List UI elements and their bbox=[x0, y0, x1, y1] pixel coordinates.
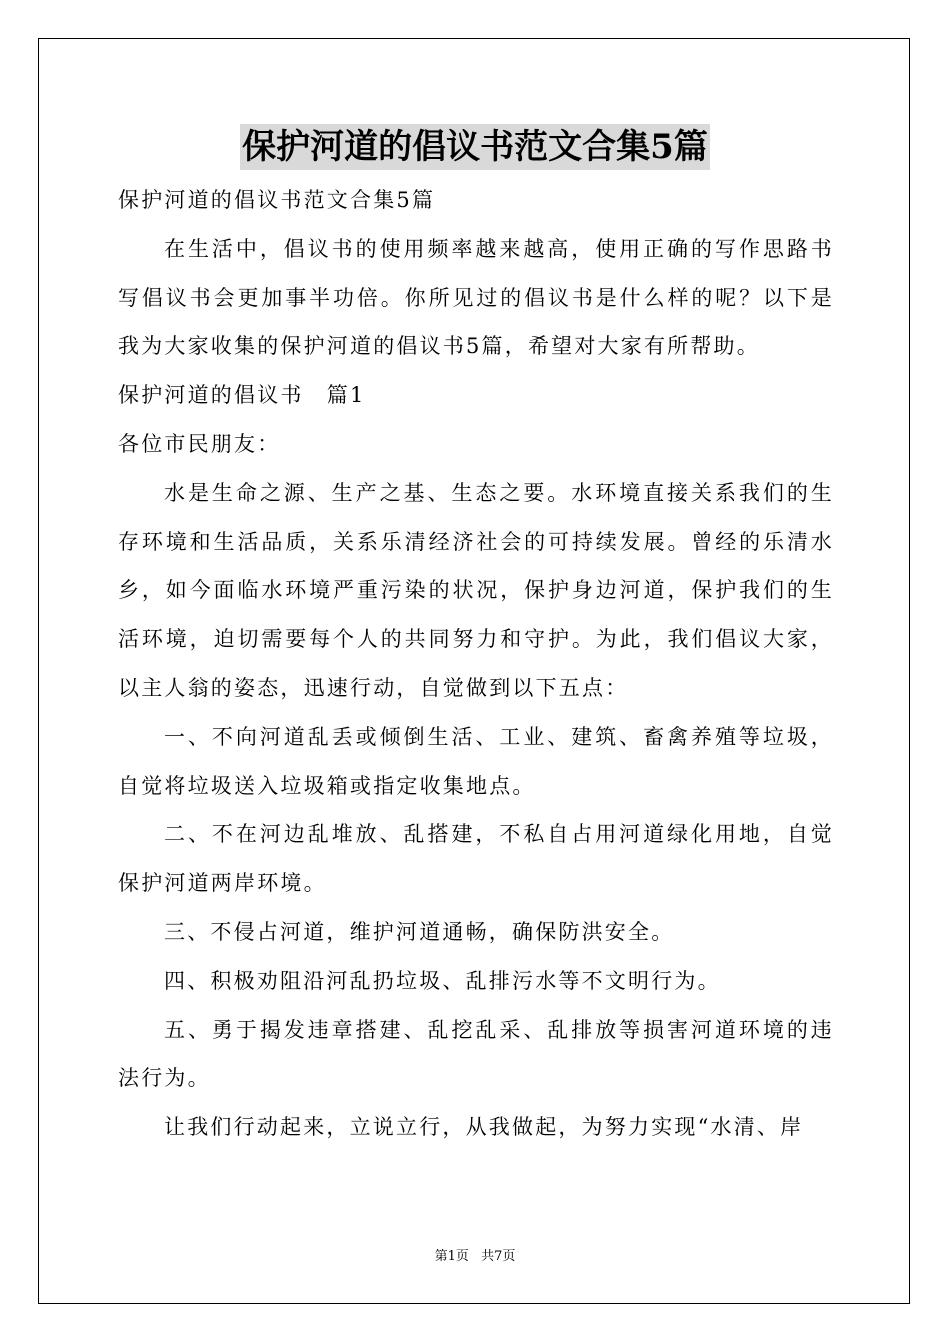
document-title-text: 保护河道的倡议书范文合集5篇 bbox=[240, 124, 710, 170]
proposal-item-3: 三、不侵占河道，维护河道通畅，确保防洪安全。 bbox=[164, 919, 675, 944]
document-title bbox=[0, 124, 950, 170]
proposal-item-5: 五、勇于揭发违章搭建、乱挖乱采、乱排放等损害河道环境的违法行为。 bbox=[118, 1017, 834, 1091]
salutation: 各位市民朋友： bbox=[118, 431, 281, 456]
paragraph-intro: 在生活中，倡议书的使用频率越来越高，使用正确的写作思路书写倡议书会更加事半功倍。你所见过的倡议书是什么样的呢？以下是我为大家收集的保护河道的倡议书5篇，希望对大家有所帮助。 bbox=[118, 236, 834, 359]
proposal-item-1: 一、不向河道乱丢或倾倒生活、工业、建筑、畜禽养殖等垃圾，自觉将垃圾送入垃圾箱或指定收集地点。 bbox=[118, 724, 834, 798]
paragraph-body: 水是生命之源、生产之基、生态之要。水环境直接关系我们的生存环境和生活品质，关系乐清经济社会的可持续发展。曾经的乐清水乡，如今面临水环境严重污染的状况，保护身边河道，保护我们的生活环境，迫切需要每个人的共同努力和守护。为此，我们倡议大家，以主人翁的姿态，迅速行动，自觉做到以下五点： bbox=[118, 480, 834, 700]
page-number: 第1页 bbox=[434, 1249, 469, 1264]
proposal-item-2: 二、不在河边乱堆放、乱搭建，不私自占用河道绿化用地，自觉保护河道两岸环境。 bbox=[118, 822, 834, 896]
document-body bbox=[118, 176, 834, 1152]
paragraph-closing: 让我们行动起来，立说立行，从我做起，为努力实现“水清、岸 bbox=[164, 1115, 804, 1140]
paragraph-subtitle: 保护河道的倡议书范文合集5篇 bbox=[118, 188, 436, 212]
proposal-item-4: 四、积极劝阻沿河乱扔垃圾、乱排污水等不文明行为。 bbox=[164, 968, 721, 993]
section-heading: 保护河道的倡议书 篇1 bbox=[118, 383, 366, 408]
page-total: 共7页 bbox=[481, 1249, 516, 1264]
page-footer bbox=[0, 1248, 950, 1266]
